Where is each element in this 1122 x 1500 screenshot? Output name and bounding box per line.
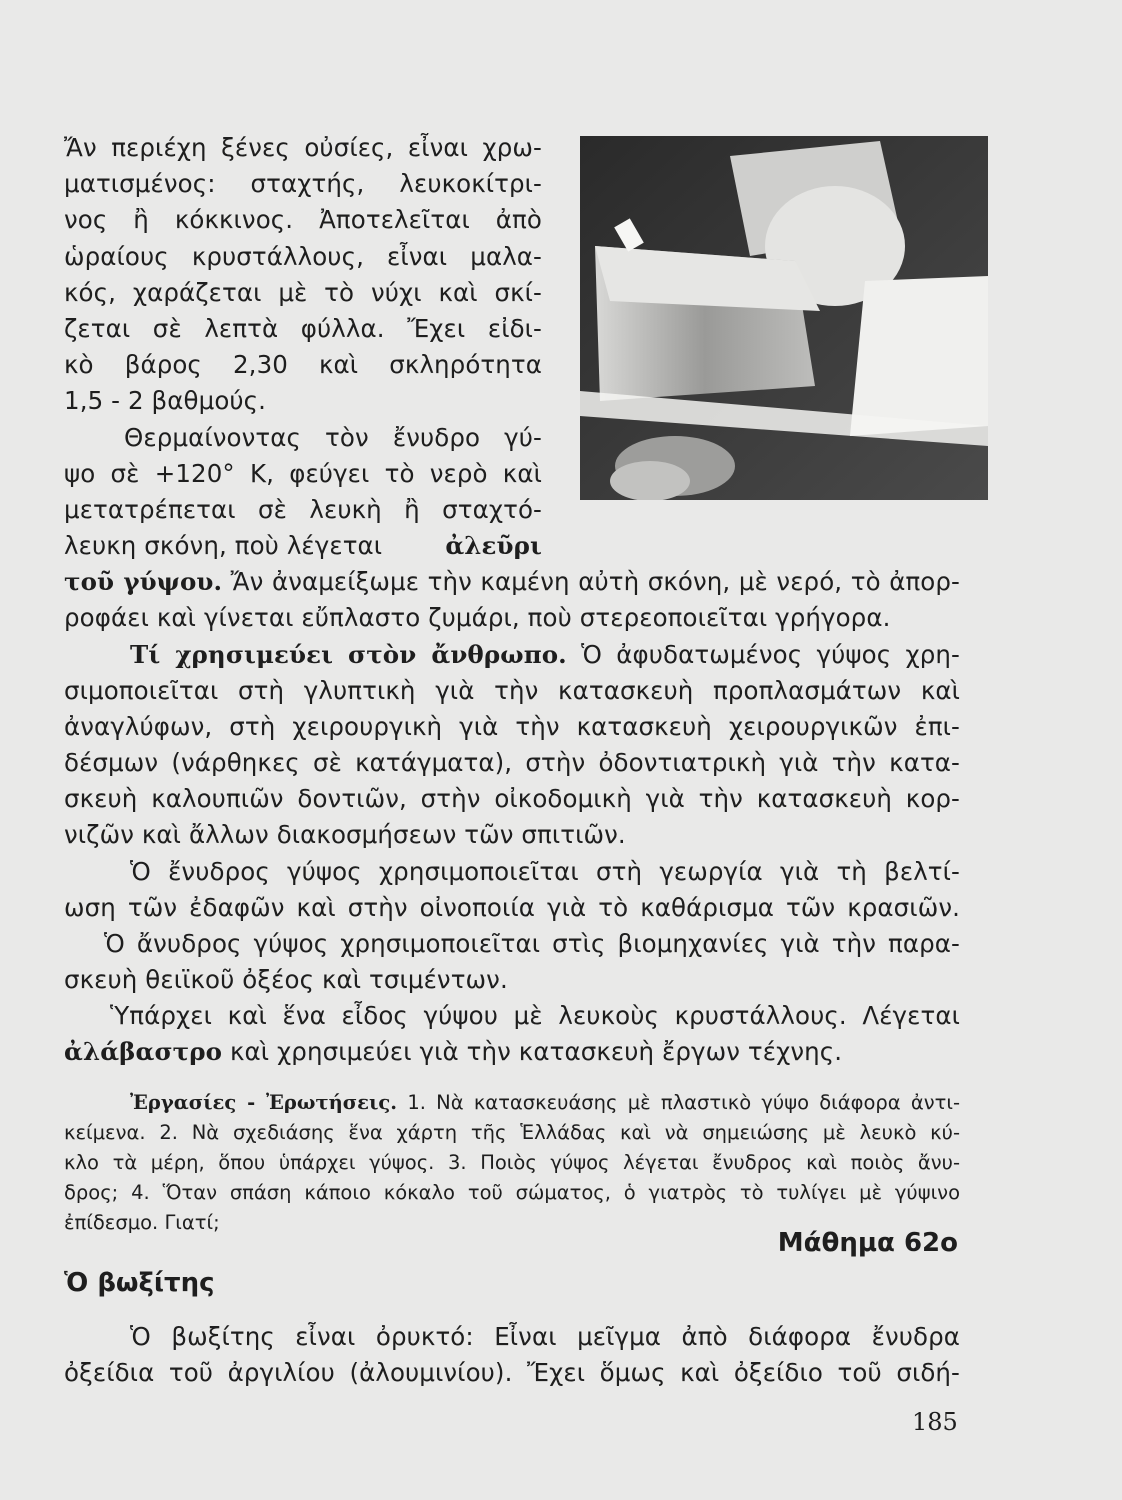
bold-term-alevri: ἀλεῦρι [445,531,542,560]
text-fragment: λευκη σκόνη, ποὺ λέγεται [64,531,383,560]
photo-illustration [580,136,988,500]
text-line: Ὁ ἄνυδρος γύψος χρησιμοποιεῖται στὶς βιομηχανίες γιὰ τὴν παρα- [104,929,960,958]
text-line: Ὑπάρχει καὶ ἕνα εἶδος γύψου μὲ λευκοὺς κρυστάλλους. Λέγεται [110,1001,960,1030]
text-line: ψο σὲ +120° Κ, φεύγει τὸ νερὸ καὶ [64,459,542,488]
text-line: κὸ βάρος 2,30 καὶ σκληρότητα [64,350,542,379]
text-line: κός, χαράζεται μὲ τὸ νύχι καὶ σκί- [64,278,542,307]
gypsum-specimen-photo [580,136,988,500]
bold-term-tou-gypsou: τοῦ γύψου. [64,567,223,596]
exercises-line [130,1088,960,1118]
text-line [64,529,542,563]
text-line: ὀξείδια τοῦ ἀργιλίου (ἀλουμινίου). Ἔχει ὅμως καὶ ὀξείδιο τοῦ σιδή- [64,1358,960,1387]
page-number: 185 [912,1408,958,1436]
text-line: σιμοποιεῖται στὴ γλυπτικὴ γιὰ τὴν κατασκευὴ προπλασμάτων καὶ [64,676,960,705]
text-line: Θερμαίνοντας τὸν ἔνυδρο γύ- [124,423,542,452]
text-line: μετατρέπεται σὲ λευκὴ ἢ σταχτό- [64,495,542,524]
section-title: Ὁ βωξίτης [64,1268,215,1298]
text-fragment: Ὁ ἀφυδατωμένος γύψος χρη- [581,640,960,669]
exercises-line: κείμενα. 2. Νὰ σχεδιάσης ἕνα χάρτη τῆς Ἑλλάδας καὶ νὰ σημειώσης μὲ λευκὸ κύ- [64,1121,960,1144]
text-fragment: καὶ χρησιμεύει γιὰ τὴν κατασκευὴ ἔργων τέχνης. [229,1037,843,1066]
text-line: Ὁ ἔνυδρος γύψος χρησιμοποιεῖται στὴ γεωργία γιὰ τὴ βελτί- [130,857,960,886]
bold-term-alabastro: ἀλάβαστρο [64,1037,223,1066]
uses-heading: Τί χρησιμεύει στὸν ἄνθρωπο. [130,640,567,669]
text-line: ἀναγλύφων, στὴ χειρουργικὴ γιὰ τὴν κατασκευὴ χειρουργικῶν ἐπι- [64,712,960,741]
text-line: ζεται σὲ λεπτὰ φύλλα. Ἔχει εἰδι- [64,314,542,343]
text-line: νιζῶν καὶ ἄλλων διακοσμήσεων τῶν σπιτιῶν. [64,820,626,849]
text-fragment: 1. Νὰ κατασκευάσης μὲ πλαστικὸ γύψο διάφορα ἀντι- [407,1091,960,1114]
text-line: ματισμένος: σταχτής, λευκοκίτρι- [64,169,542,198]
lesson-label: Μάθημα 62ο [777,1228,958,1258]
text-line: ὡραίους κρυστάλλους, εἶναι μαλα- [64,242,542,271]
text-fragment: Ἄν ἀναμείξωμε τὴν καμένη αὐτὴ σκόνη, μὲ νερό, τὸ ἀπορ- [230,567,960,596]
text-line [64,1035,960,1069]
text-line: δέσμων (νάρθηκες σὲ κατάγματα), στὴν ὀδοντιατρικὴ γιὰ τὴν κατα- [64,748,960,777]
text-line: σκευὴ θειϊκοῦ ὀξέος καὶ τσιμέντων. [64,965,508,994]
text-line: ροφάει καὶ γίνεται εὔπλαστο ζυμάρι, ποὺ στερεοποιεῖται γρήγορα. [64,603,891,632]
text-line: Ὁ βωξίτης εἶναι ὀρυκτό: Εἶναι μεῖγμα ἀπὸ διάφορα ἔνυδρα [130,1322,960,1351]
text-line: νος ἢ κόκκινος. Ἀποτελεῖται ἀπὸ [64,205,542,234]
text-line [130,638,960,672]
exercises-line: ἐπίδεσμο. Γιατί; [64,1211,220,1234]
text-line: 1,5 - 2 βαθμούς. [64,386,267,415]
text-line [64,565,960,599]
text-line: ωση τῶν ἐδαφῶν καὶ στὴν οἰνοποιία γιὰ τὸ καθάρισμα τῶν κρασιῶν. [64,893,960,922]
exercises-heading: Ἐργασίες - Ἐρωτήσεις. [130,1091,398,1114]
text-line: Ἄν περιέχη ξένες οὐσίες, εἶναι χρω- [64,133,542,162]
text-line: σκευὴ καλουπιῶν δοντιῶν, στὴν οἰκοδομικὴ γιὰ τὴν κατασκευὴ κορ- [64,784,960,813]
exercises-line: δρος; 4. Ὅταν σπάση κάποιο κόκαλο τοῦ σώματος, ὁ γιατρὸς τὸ τυλίγει μὲ γύψινο [64,1181,960,1204]
exercises-line: κλο τὰ μέρη, ὅπου ὑπάρχει γύψος. 3. Ποιὸς γύψος λέγεται ἔνυδρος καὶ ποιὸς ἄνυ- [64,1151,960,1174]
